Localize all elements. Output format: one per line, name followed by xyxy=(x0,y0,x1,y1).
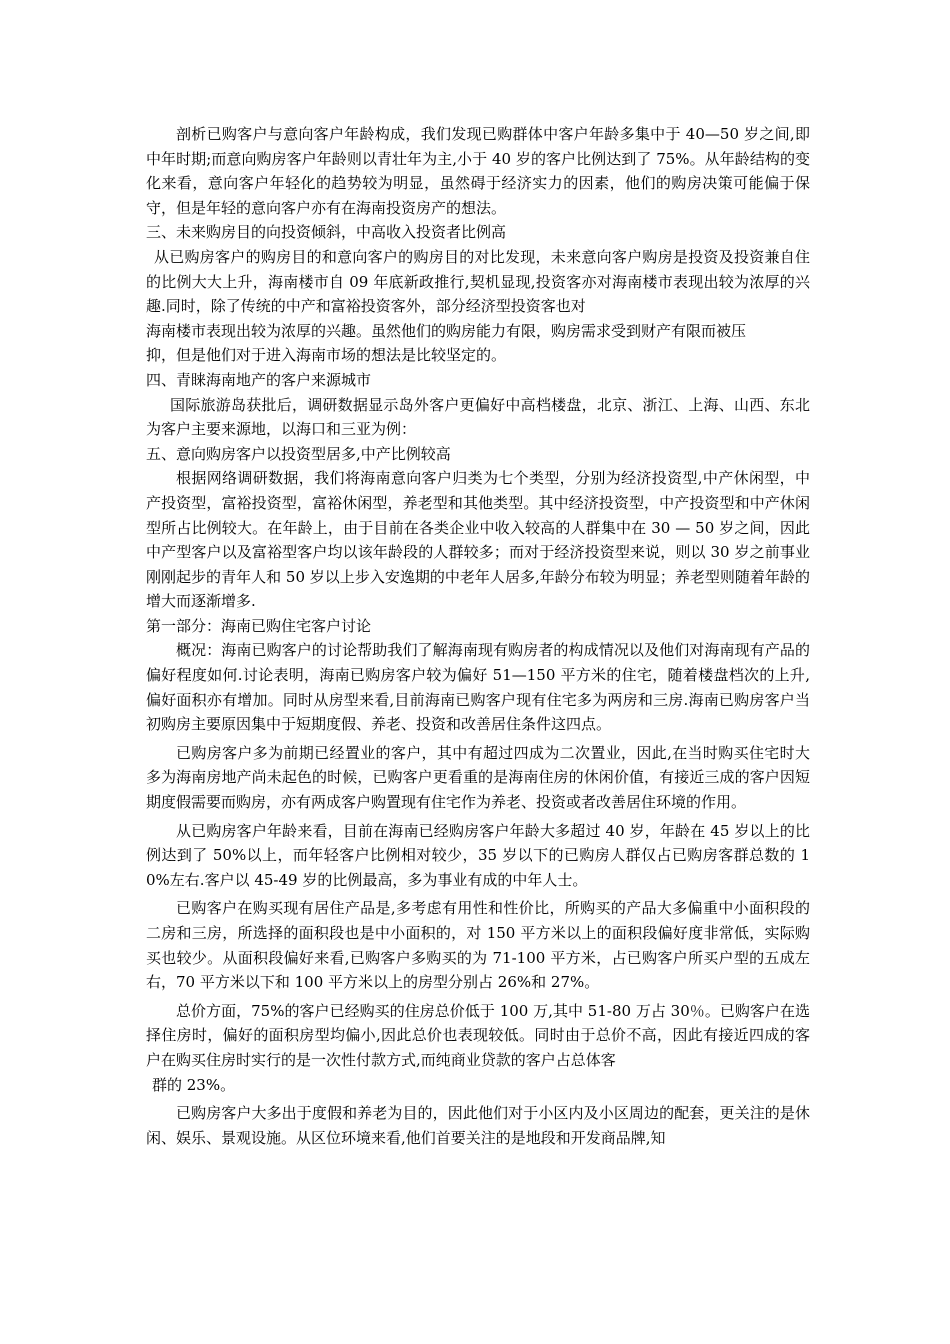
paragraph-age-structure: 剖析已购客户与意向客户年龄构成，我们发现已购群体中客户年龄多集中于 40—50 岁之间,即中年时期;而意向购房客户年龄则以青壮年为主,小于 40 岁的客户比例达到了 75%。从年龄结构的变化来看，意向客户年轻化的趋势较为明显，虽然碍于经济实力的因素，他们的购房决策可能偏于保守，但是年轻的意向客户亦有在海南投资房产的想法。 xyxy=(146,125,810,217)
section-heading-4: 四、青睐海南地产的客户来源城市 xyxy=(146,370,372,389)
paragraph-investment-purpose: 从已购房客户的购房目的和意向客户的购房目的对比发现，未来意向客户购房是投资及投资兼自住的比例大大上升，海南楼市自 09 年底新政推行,契机显现,投资客亦对海南楼市表现出较为浓厚的兴趣.同时，除了传统的中产和富裕投资客外，部分经济型投资客也对 xyxy=(146,247,810,316)
section-heading-5: 五、意向购房客户以投资型居多,中产比例较高 xyxy=(146,444,451,463)
paragraph-overview: 概况：海南已购客户的讨论帮助我们了解海南现有购房者的构成情况以及他们对海南现有产品的偏好程度如何.讨论表明，海南已购房客户较为偏好 51—150 平方米的住宅，随着楼盘档次的上升,偏好面积亦有增加。同时从房型来看,目前海南已购客户现有住宅多为两房和三房.海南已购房客户当初购房主要原因集中于短期度假、养老、投资和改善居住条件这四点。 xyxy=(146,641,810,734)
paragraph-amenities: 已购房客户大多出于度假和养老为目的，因此他们对于小区内及小区周边的配套，更关注的是休闲、娱乐、景观设施。从区位环境来看,他们首要关注的是地段和开发商品牌,知 xyxy=(146,1104,810,1147)
paragraph-investment-conclusion: 抑，但是他们对于进入海南市场的想法是比较坚定的。 xyxy=(146,346,507,365)
paragraph-total-price: 总价方面，75%的客户已经购买的住房总价低于 100 万,其中 51-80 万占 30％。已购客户在选择住房时，偏好的面积房型均偏小,因此总价也表现较低。同时由于总价不高，因此有接近四成的客户在购买住房时实行的是一次性付款方式,而纯商业贷款的客户占总体客 xyxy=(146,1001,810,1069)
paragraph-total-price-continued: 群的 23%。 xyxy=(152,1075,236,1094)
part-one-heading: 第一部分：海南已购住宅客户讨论 xyxy=(146,616,372,635)
document-body xyxy=(146,122,810,1150)
paragraph-buyer-age: 从已购房客户年龄来看，目前在海南已经购房客户年龄大多超过 40 岁，年龄在 45 岁以上的比例达到了 50%以上，而年轻客户比例相对较少，35 岁以下的已购房人群仅占已购房客群总数的 10%左右.客户以 45-49 岁的比例最高，多为事业有成的中年人士。 xyxy=(146,821,810,889)
section-heading-3: 三、未来购房目的向投资倾斜，中高收入投资者比例高 xyxy=(146,223,507,242)
paragraph-investment-interest: 海南楼市表现出较为浓厚的兴趣。虽然他们的购房能力有限，购房需求受到财产有限而被压 xyxy=(146,321,747,340)
paragraph-customer-types: 根据网络调研数据，我们将海南意向客户归类为七个类型，分别为经济投资型,中产休闲型，中产投资型，富裕投资型，富裕休闲型，养老型和其他类型。其中经济投资型，中产投资型和中产休闲型所占比例较大。在年龄上，由于目前在各类企业中收入较高的人群集中在 30 — 50 岁之间，因此中产型客户以及富裕型客户均以该年龄段的人群较多；而对于经济投资型来说，则以 30 岁之前事业刚刚起步的青年人和 50 岁以上步入安逸期的中老年人居多,年龄分布较为明显；养老型则随着年龄的增大而逐渐增多. xyxy=(146,469,810,611)
paragraph-existing-buyers: 已购房客户多为前期已经置业的客户，其中有超过四成为二次置业，因此,在当时购买住宅时大多为海南房地产尚未起色的时候，已购客户更看重的是海南住房的休闲价值，有接近三成的客户因短期度假需要而购房，亦有两成客户购置现有住宅作为养老、投资或者改善居住环境的作用。 xyxy=(146,743,810,812)
paragraph-unit-size: 已购客户在购买现有居住产品是,多考虑有用性和性价比，所购买的产品大多偏重中小面积段的二房和三房，所选择的面积段也是中小面积的，对 150 平方米以上的面积段偏好度非常低，实际购买也较少。从面积段偏好来看,已购客户多购买的为 71-100 平方米，占已购客户所买户型的五成左右，70 平方米以下和 100 平方米以上的房型分别占 26%和 27%。 xyxy=(146,899,810,992)
paragraph-source-cities: 国际旅游岛获批后，调研数据显示岛外客户更偏好中高档楼盘，北京、浙江、上海、山西、东北为客户主要来源地，以海口和三亚为例： xyxy=(146,395,810,439)
